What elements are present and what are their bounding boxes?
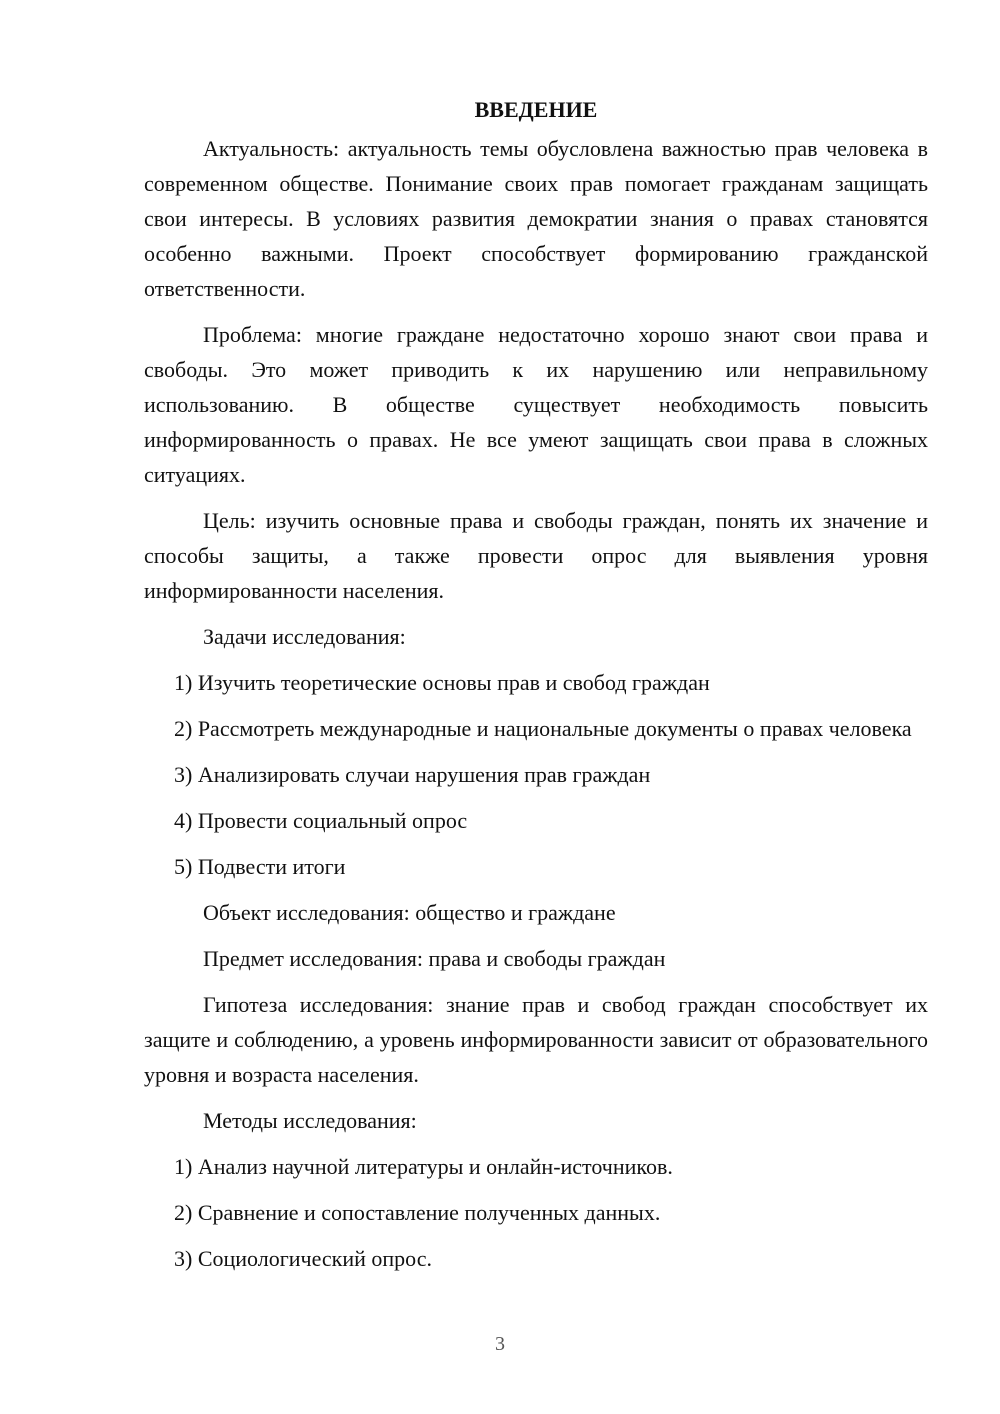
method-item-3: 3) Социологический опрос. xyxy=(174,1246,432,1271)
goal-paragraph: Цель: изучить основные права и свободы граждан, понять их значение и способы защиты, а также провести опрос для выявления уровня информированности населения. xyxy=(144,508,928,603)
hypothesis-paragraph: Гипотеза исследования: знание прав и свобод граждан способствует их защите и соблюдению, а уровень информированности зависит от образовательного уровня и возраста населения. xyxy=(144,992,928,1087)
subject-paragraph: Предмет исследования: права и свободы граждан xyxy=(203,946,666,971)
tasks-heading: Задачи исследования: xyxy=(203,624,406,649)
method-item-2: 2) Сравнение и сопоставление полученных данных. xyxy=(174,1200,661,1225)
task-item-4: 4) Провести социальный опрос xyxy=(174,808,468,833)
task-item-5: 5) Подвести итоги xyxy=(174,854,346,879)
method-item-1: 1) Анализ научной литературы и онлайн-источников. xyxy=(174,1154,673,1179)
document-page xyxy=(144,92,928,1287)
problem-paragraph: Проблема: многие граждане недостаточно хорошо знают свои права и свободы. Это может приводить к их нарушению или неправильному использованию. В обществе существует необходимость повысить информированность о правах. Не все умеют защищать свои права в сложных ситуациях. xyxy=(144,322,928,487)
task-item-3: 3) Анализировать случаи нарушения прав граждан xyxy=(174,762,651,787)
task-item-1: 1) Изучить теоретические основы прав и свобод граждан xyxy=(174,670,710,695)
task-item-2: 2) Рассмотреть международные и национальные документы о правах человека xyxy=(174,716,912,741)
page-number: 3 xyxy=(495,1333,505,1355)
object-paragraph: Объект исследования: общество и граждане xyxy=(203,900,616,925)
section-title: ВВЕДЕНИЕ xyxy=(474,97,598,122)
relevance-paragraph: Актуальность: актуальность темы обусловлена важностью прав человека в современном обществе. Понимание своих прав помогает гражданам защищать свои интересы. В условиях развития демократии знания о правах становятся особенно важными. Проект способствует формированию гражданской ответственности. xyxy=(144,136,928,301)
methods-heading: Методы исследования: xyxy=(203,1108,417,1133)
